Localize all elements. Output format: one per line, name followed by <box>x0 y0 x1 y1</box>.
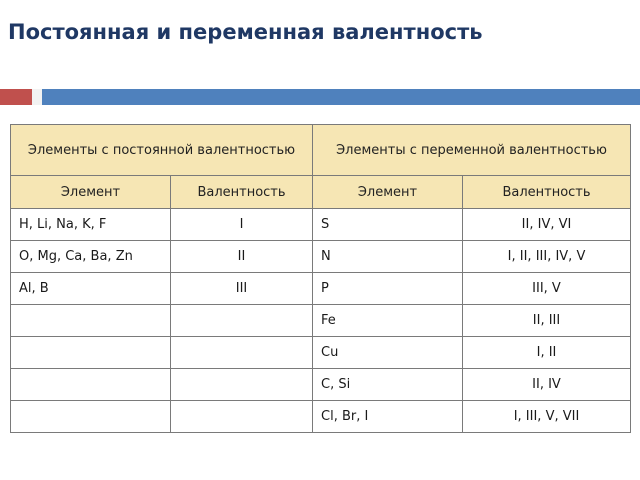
variable-elements-cell: Cl, Br, I <box>313 401 463 433</box>
constant-valence-cell: III <box>171 273 313 305</box>
constant-elements-cell: O, Mg, Ca, Ba, Zn <box>11 241 171 273</box>
table-row <box>11 337 631 369</box>
constant-elements-cell: Al, B <box>11 273 171 305</box>
valence-table <box>10 124 631 433</box>
constant-elements-cell <box>11 369 171 401</box>
variable-elements-cell: S <box>313 209 463 241</box>
variable-elements-cell: P <box>313 273 463 305</box>
constant-valence-cell <box>171 369 313 401</box>
group-header-constant: Элементы с постоянной валентностью <box>11 125 313 176</box>
table-row <box>11 305 631 337</box>
variable-valence-cell: III, V <box>463 273 631 305</box>
variable-elements-cell: C, Si <box>313 369 463 401</box>
variable-elements-cell: Fe <box>313 305 463 337</box>
variable-valence-cell: I, III, V, VII <box>463 401 631 433</box>
constant-elements-cell <box>11 305 171 337</box>
table-row <box>11 369 631 401</box>
constant-valence-cell: I <box>171 209 313 241</box>
table-row <box>11 209 631 241</box>
table-row <box>11 401 631 433</box>
variable-elements-cell: N <box>313 241 463 273</box>
variable-valence-cell: I, II, III, IV, V <box>463 241 631 273</box>
column-header-element-constant: Элемент <box>11 176 171 209</box>
variable-valence-cell: II, III <box>463 305 631 337</box>
title-accent-bar-blue <box>42 89 640 105</box>
slide-title: Постоянная и переменная валентность <box>8 20 483 44</box>
constant-valence-cell: II <box>171 241 313 273</box>
constant-elements-cell: H, Li, Na, K, F <box>11 209 171 241</box>
column-header-element-variable: Элемент <box>313 176 463 209</box>
constant-valence-cell <box>171 305 313 337</box>
column-header-valence-constant: Валентность <box>171 176 313 209</box>
variable-valence-cell: II, IV <box>463 369 631 401</box>
constant-elements-cell <box>11 401 171 433</box>
group-header-variable: Элементы с переменной валентностью <box>313 125 631 176</box>
variable-elements-cell: Cu <box>313 337 463 369</box>
title-accent-bar-gap <box>32 89 42 105</box>
table-row <box>11 241 631 273</box>
constant-elements-cell <box>11 337 171 369</box>
constant-valence-cell <box>171 337 313 369</box>
column-header-valence-variable: Валентность <box>463 176 631 209</box>
table-row <box>11 273 631 305</box>
title-accent-bar-red <box>0 89 32 105</box>
variable-valence-cell: II, IV, VI <box>463 209 631 241</box>
variable-valence-cell: I, II <box>463 337 631 369</box>
constant-valence-cell <box>171 401 313 433</box>
